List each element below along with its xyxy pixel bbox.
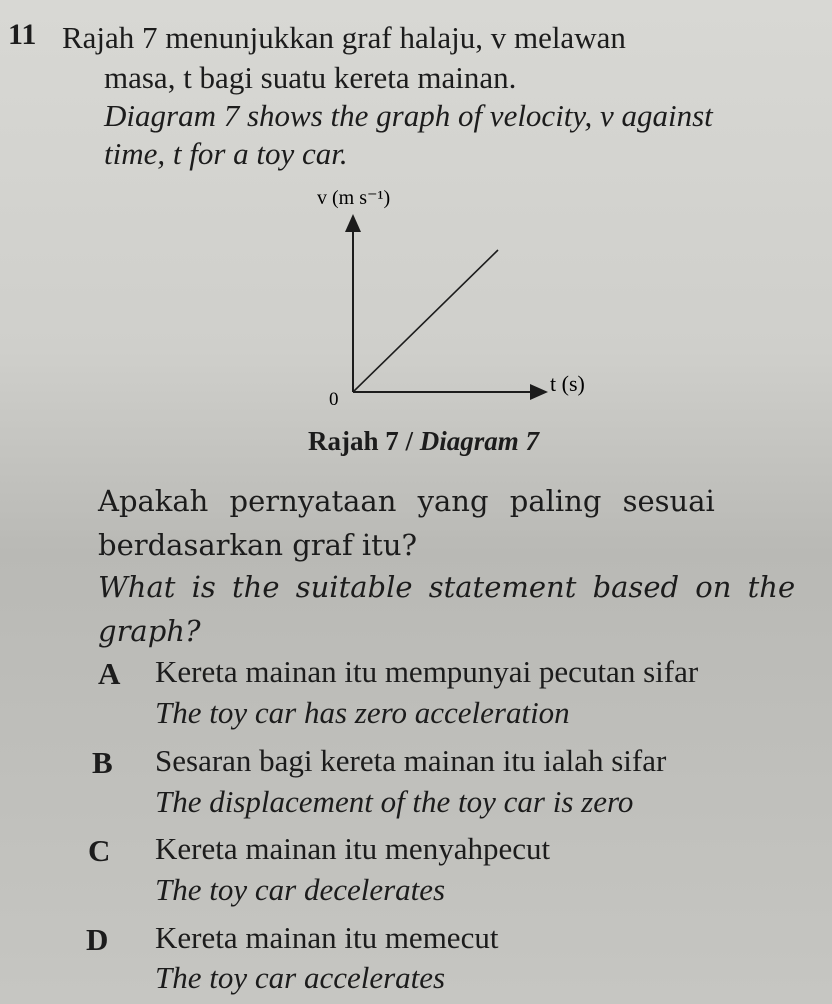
stem-malay-line-2: berdasarkan graf itu? (98, 528, 418, 562)
intro-malay-line-2: masa, t bagi suatu kereta mainan. (104, 60, 517, 95)
option-a-malay: Kereta mainan itu mempunyai pecutan sifar (155, 654, 699, 689)
question-number: 11 (8, 18, 37, 51)
stem-english-line-2: graph? (98, 614, 201, 648)
intro-malay-line-1: Rajah 7 menunjukkan graf halaju, v melawan (62, 20, 626, 55)
option-c-letter: C (88, 833, 111, 868)
velocity-line (353, 250, 498, 392)
option-b-letter: B (92, 745, 113, 780)
diagram-caption (308, 426, 539, 457)
option-c-malay: Kereta mainan itu menyahpecut (155, 831, 551, 866)
caption-malay: Rajah 7 / (308, 426, 420, 456)
option-b-english: The displacement of the toy car is zero (155, 784, 634, 819)
option-a-letter: A (98, 656, 121, 691)
x-axis-label: t (s) (550, 371, 585, 396)
stem-malay-line-1: Apakah pernyataan yang paling sesuai (98, 484, 715, 518)
option-a-english: The toy car has zero acceleration (155, 695, 570, 730)
origin-label: 0 (329, 389, 339, 410)
stem-english-line-1: What is the suitable statement based on the (98, 570, 796, 604)
intro-english-line-2: time, t for a toy car. (104, 136, 348, 171)
option-c-english: The toy car decelerates (155, 872, 446, 907)
option-d-english: The toy car accelerates (155, 960, 446, 995)
option-d-letter: D (86, 922, 109, 957)
intro-english-line-1: Diagram 7 shows the graph of velocity, v against (104, 98, 713, 133)
y-axis-label: v (m s⁻¹) (317, 187, 391, 209)
caption-english: Diagram 7 (419, 426, 540, 456)
option-d-malay: Kereta mainan itu memecut (155, 920, 499, 955)
option-b-malay: Sesaran bagi kereta mainan itu ialah sifar (155, 743, 667, 778)
